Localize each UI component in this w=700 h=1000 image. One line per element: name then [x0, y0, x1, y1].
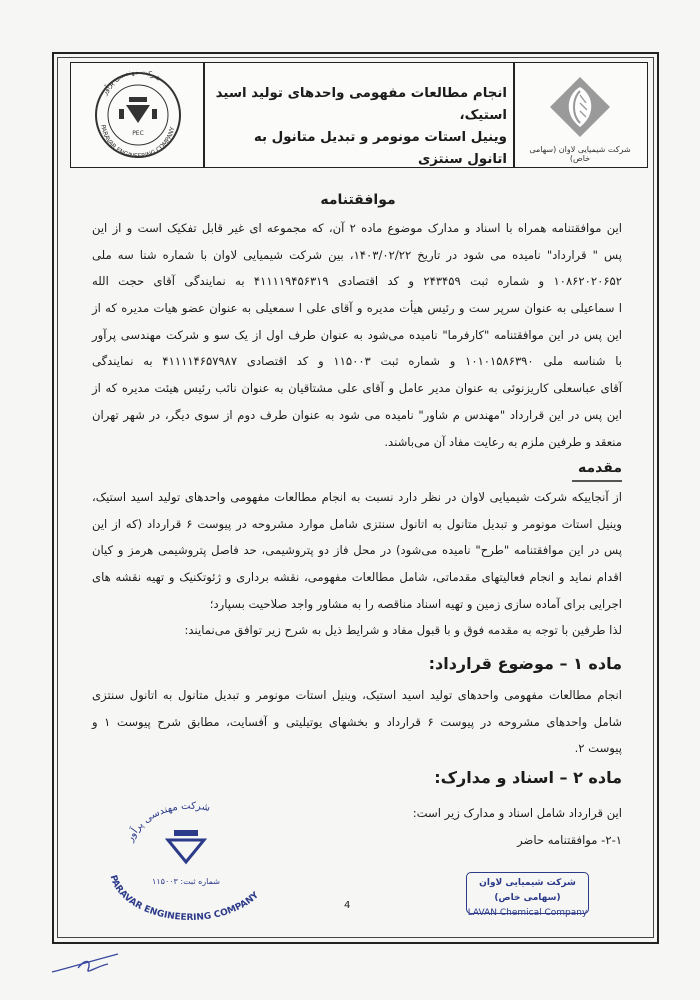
- lavan-leaf-icon: [548, 75, 612, 139]
- article1-heading: ماده ۱ – موضوع قرارداد:: [428, 654, 622, 673]
- document-header: [70, 62, 648, 168]
- preface-paragraph: [92, 484, 622, 644]
- lavan-stamp-en: LAVAN Chemical Company: [467, 908, 588, 918]
- intro-line: با شناسه ملی ۱۰۱۰۱۵۸۶۳۹۰ و شماره ثبت ۱۱۵۰۰۳ و کد اقتصادی ۴۱۱۱۱۴۶۵۷۹۸۷ به نمایندگی: [92, 354, 623, 369]
- header-title-line1: انجام مطالعات مفهومی واحدهای تولید اسید استیک،: [215, 86, 507, 123]
- intro-line: ۱۰۸۶۲۰۲۰۶۵۲ و شماره ثبت ۲۴۳۴۵۹ و کد اقتصادی ۴۱۱۱۱۹۴۵۶۳۱۹ به نمایندگی آقای حجت الله: [92, 274, 622, 289]
- intro-line: منعقد و طرفین ملزم به رعایت مفاد آن می‌باشند.: [384, 434, 622, 449]
- intro-line: این موافقتنامه همراه با اسناد و مدارک موضوع ماده ۲ آن، که مجموعه ای غیر قابل تفکیک است و از این: [92, 221, 622, 235]
- intro-line: ا سماعیلی به عنوان سرپر ست و رئیس هیأت مدیره و آقای علی ا سمعیلی به عنوان عضو هیات مدیره که از: [92, 301, 622, 316]
- paravar-logo: [79, 67, 197, 163]
- svg-text:PARAVAR ENGINEERING COMPANY: PARAVAR ENGINEERING COMPANY: [99, 124, 177, 161]
- intro-paragraph: [92, 215, 622, 455]
- intro-line: این پس در این قرارداد "مهندس م شاور" نامیده می شود به عنوان طرف دوم از سوی دیگر، در شهر تهران: [92, 407, 622, 422]
- lavan-stamp-fa: شرکت شیمیایی لاوان (سهامی خاص): [479, 878, 576, 903]
- article2-line: ۲-۱- موافقتنامه حاضر: [517, 832, 622, 847]
- intro-line: آقای عباسعلی کاریزنوئی به عنوان مدیر عامل و آقای علی مشتاقیان به عنوان نائب رئیس هیئت مدیره که از: [92, 381, 622, 396]
- header-divider-left: [203, 63, 205, 167]
- preface-underline: [572, 480, 622, 482]
- agreement-line: لذا طرفین با توجه به مقدمه فوق و با قبول مفاد و شرایط ذیل به شرح زیر توافق می‌نمایند:: [184, 623, 622, 638]
- header-divider-right: [513, 63, 515, 167]
- paravar-stamp: [90, 800, 280, 920]
- svg-text:شماره ثبت: ۱۱۵۰۰۳: شماره ثبت: ۱۱۵۰۰۳: [152, 877, 220, 886]
- svg-text:شرکت مهندسی پرآور: شرکت مهندسی پرآور: [100, 67, 163, 97]
- preface-line: پس در این موافقتنامه "طرح" نامیده می‌شود) در محل فاز دو پتروشیمی، حد فاصل پتروشیمی هرمز و کیان: [92, 543, 622, 558]
- intro-line: پس " قرارداد" نامیده می شود در تاریخ ۱۴۰۳/۰۲/۲۲، بین شرکت شیمیایی لاوان با شماره شنا سه ملی: [92, 247, 622, 262]
- article1-line: شامل واحدهای مشروحه در پیوست ۶ قرارداد و بخشهای یوتیلیتی و آفسایت، مطابق شرح پیوست ۱ و: [92, 714, 622, 729]
- preface-line: اجرایی برای آماده سازی زمین و تهیه اسناد مناقصه را به مشاور واجد صلاحیت بسپارد؛: [209, 596, 622, 611]
- preface-heading: مقدمه: [578, 460, 622, 476]
- header-title: [211, 83, 507, 171]
- header-title-line2: وینیل استات مونومر و تبدیل متانول به اتانول سنتزی: [253, 130, 507, 167]
- intro-line: این پس در این موافقتنامه "کارفرما" نامیده می‌شود به عنوان طرف اول از یک سو و شرکت مهندسی پرآور: [92, 327, 622, 342]
- article1-body: [92, 682, 622, 762]
- article1-line: انجام مطالعات مفهومی واحدهای تولید اسید استیک، وینیل استات مونومر و تبدیل متانول به اتانول سنتزی: [92, 688, 622, 702]
- svg-text:شرکت مهندسی پرآور: شرکت مهندسی پرآور: [124, 800, 212, 844]
- page-number: 4: [344, 900, 351, 911]
- lavan-caption: شرکت شیمیایی لاوان (سهامی خاص): [529, 145, 631, 163]
- article2-line: این قرارداد شامل اسناد و مدارک زیر است:: [412, 806, 622, 820]
- preface-line: وینیل استات مونومر و تبدیل متانول به اتانول سنتزی شامل موارد مشروحه در پیوست ۶ قرارداد (که از این: [92, 516, 622, 531]
- preface-line: از آنجاییکه شرکت شیمیایی لاوان در نظر دارد نسبت به انجام مطالعات مفهومی واحدهای تولید اسید استیک،: [92, 490, 622, 504]
- preface-line: اقدام نماید و انجام فعالیتهای مقدماتی، شامل مطالعات مفهومی، نقشه برداری و ژئوتکنیک و تهیه نقشه های: [92, 570, 622, 585]
- article1-line: پیوست ۲.: [574, 741, 622, 756]
- svg-text:PARAVAR ENGINEERING COMPANY: PARAVAR ENGINEERING COMPANY: [107, 874, 261, 920]
- signature: [48, 948, 128, 978]
- document-title: موافقتنامه: [320, 192, 396, 208]
- lavan-logo: [521, 75, 639, 163]
- lavan-stamp: [466, 872, 589, 918]
- svg-text:PEC: PEC: [132, 130, 144, 137]
- article2-heading: ماده ۲ – اسناد و مدارک:: [434, 768, 622, 787]
